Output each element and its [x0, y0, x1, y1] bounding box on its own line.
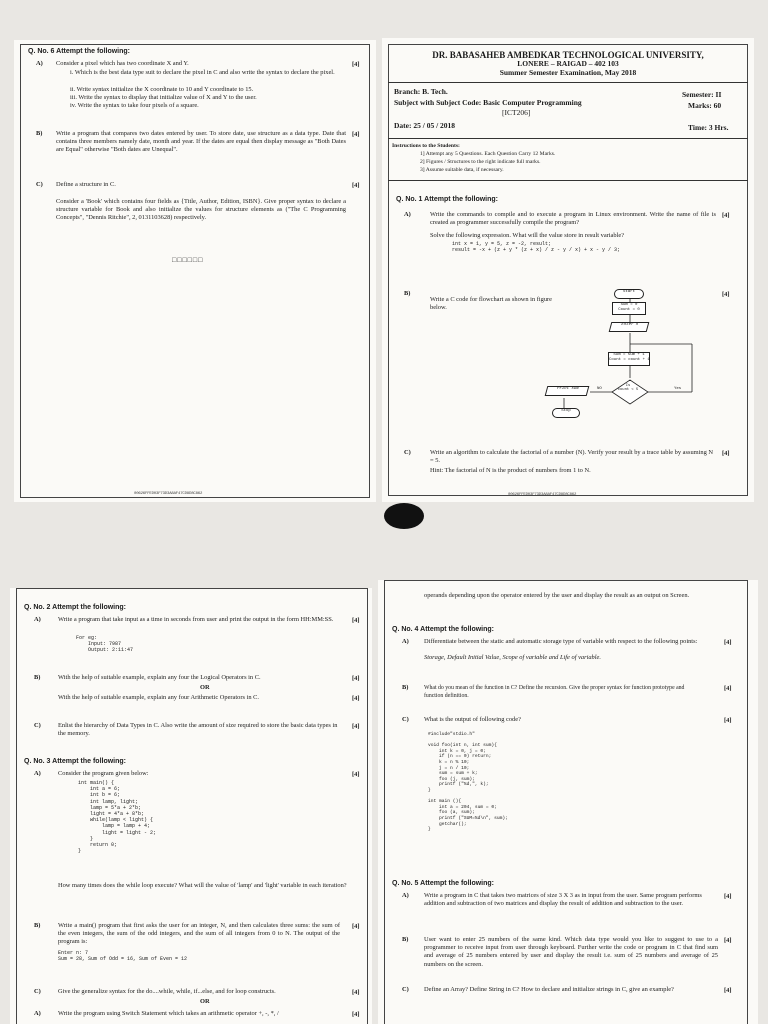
- question-text: ii. Write syntax initialize the X coordinate to 10 and Y coordinate to 15.: [70, 86, 254, 93]
- marks: [4]: [724, 937, 732, 944]
- or-separator: OR: [200, 998, 210, 1005]
- question-title: Q. No. 4 Attempt the following:: [392, 626, 495, 633]
- question-text: Write a program in C that takes two matrices of size 3 X 3 as in input from the user. Same program performs addition and subtraction of two matrices and display the result of addition and subtraction to the user.: [424, 892, 702, 908]
- page-barcode: 00626FFED03F73D3A8AF47CD8D8C862: [134, 492, 203, 496]
- question-title: Q. No. 2 Attempt the following:: [24, 604, 127, 611]
- instruction-item: 1] Attempt any 5 Questions. Each Question Carry 12 Marks.: [420, 151, 556, 157]
- hint-text: Hint: The factorial of N is the product of numbers from 1 to N.: [430, 467, 591, 474]
- part-label: B): [34, 674, 41, 681]
- code-snippet: int main() { int a = 6; int b = 6; int lamp, light; lamp = 5*a + 2*b; light = 4*a + 8*b; while(lamp < light) { lamp = lamp + 4; light = light - 2; } return 0; }: [78, 780, 157, 855]
- question-text: Write a C code for flowchart as shown in figure below.: [430, 296, 553, 312]
- question-text: Define an Array? Define String in C? How to declare and initialize strings in C, give an example?: [424, 986, 674, 993]
- question-title: Q. No. 1 Attempt the following:: [396, 196, 499, 203]
- instructions-title: Instructions to the Students:: [392, 143, 460, 149]
- part-label: B): [36, 130, 43, 137]
- subject: Subject with Subject Code: Basic Computer Programming: [394, 98, 582, 107]
- part-label: A): [36, 60, 43, 67]
- or-separator: OR: [200, 684, 210, 691]
- question-text: How many times does the while loop execute? What will the value of 'lamp' and 'light' variable in each iteration?: [58, 882, 347, 889]
- question-title: Q. No. 3 Attempt the following:: [24, 758, 127, 765]
- exam-title: Summer Semester Examination, May 2018: [499, 68, 637, 77]
- question-text: Write the program using Switch Statement which takes an arithmetic operator +, -, *, /: [58, 1010, 279, 1017]
- part-label: A): [402, 638, 409, 645]
- marks: [4]: [352, 989, 360, 996]
- flowchart-stop: Stop: [552, 408, 580, 418]
- question-text: Write a main() program that first asks the user for an integer, N, and then calculates three sums: the sum of the even integers, the sum of the odd integers, and the sum of all integers from 0 to N. The output of the program is:: [58, 922, 340, 946]
- marks: [4]: [352, 695, 360, 702]
- question-text: Write an algorithm to calculate the factorial of a number (N). Verify your result by a trace table by assuming N = 5.: [430, 449, 714, 465]
- page-border: [20, 44, 370, 498]
- part-label: A): [402, 892, 409, 899]
- question-text: What is the output of following code?: [424, 716, 521, 723]
- code-snippet: int x = 1, y = 5, z = -2, result; result = -x + (z + y * (z + x) / z - y / x) + x - y / 3;: [452, 241, 621, 254]
- question-title: Q. No. 6 Attempt the following:: [28, 48, 131, 55]
- part-label: C): [402, 986, 409, 993]
- marks: [4]: [724, 717, 732, 724]
- question-text: Storage, Default Initial Value, Scope of variable and Life of variable.: [424, 654, 601, 661]
- question-text: Consider the program given below:: [58, 770, 149, 777]
- question-text: iv. Write the syntax to take four pixels of a square.: [70, 102, 199, 109]
- branch: Branch: B. Tech.: [394, 87, 448, 96]
- marks: [4]: [352, 675, 360, 682]
- question-text: Consider a 'Book' which contains four fields as {Title, Author, Edition, ISBN}. Give proper syntax to declare a structure variable for Book and also initialize the values for structure elements as ("The C Programming Concepts", "Dennis Ritchie", 2, 0131103628) respectively.: [56, 198, 346, 222]
- flowchart-yes-label: Yes: [674, 387, 682, 391]
- question-text: Write a program that compares two dates entered by user. To store date, use structure as a data type. Date that contains three members namely date, month and year. If the dates are equal then display message as "Both Dates are Equal" otherwise "Both dates are Unequal".: [56, 130, 346, 154]
- divider: [388, 82, 748, 83]
- part-label: B): [402, 936, 409, 943]
- page-barcode: 00626FFED03F73D3A8AF47CD8D8C862: [508, 493, 577, 497]
- marks: [4]: [352, 1011, 360, 1018]
- exam-date: Date: 25 / 05 / 2018: [394, 121, 456, 130]
- marks: [4]: [352, 131, 360, 138]
- question-text: Write a program that take input as a time in seconds from user and print the output in the form HH:MM:SS.: [58, 616, 334, 623]
- question-text: Solve the following expression. What will the value store in result variable?: [430, 232, 625, 239]
- marks-total: Marks: 60: [688, 101, 722, 110]
- part-label: A): [404, 211, 411, 218]
- marks: [4]: [352, 617, 360, 624]
- university-place: LONERE – RAIGAD – 402 103: [517, 59, 619, 68]
- flowchart-init: Sum = 0 Count = 0: [612, 302, 646, 315]
- marks: [4]: [352, 723, 360, 730]
- question-text: Define a structure in C.: [56, 181, 116, 188]
- instruction-item: 3] Assume suitable data, if necessary.: [420, 167, 504, 173]
- question-text: What do you mean of the function in C? Define the recursion. Give the proper syntax for function prototype and function definition.: [424, 685, 685, 700]
- instruction-item: 2] Figures / Structures to the right indicate full marks.: [420, 159, 541, 165]
- part-label: C): [34, 988, 41, 995]
- question-text: Differentiate between the static and automatic storage type of variable with respect to the following points:: [424, 638, 698, 645]
- end-marker: □□□□□□: [172, 256, 204, 264]
- part-label: A): [34, 770, 41, 777]
- marks: [4]: [724, 987, 732, 994]
- question-text: Write the commands to compile and to execute a program in Linux environment. Write the name of file is created as programmer successfully compile the program?: [430, 211, 716, 227]
- marks: [4]: [722, 212, 730, 219]
- exam-page-q4-q5: [378, 580, 758, 1024]
- question-title: Q. No. 5 Attempt the following:: [392, 880, 495, 887]
- part-label: A): [34, 616, 41, 623]
- flowchart-process: Sum = sum + 1 Count = count + 1: [608, 352, 650, 366]
- semester: Semester: II: [682, 90, 722, 99]
- question-text: Consider a pixel which has two coordinate X and Y.: [56, 60, 189, 67]
- flowchart-no-label: NO: [597, 387, 602, 391]
- exam-page-q6: [14, 40, 376, 502]
- code-snippet: #include"stdio.h" void foo(int n, int sum){ int k = 0, j = 0; if (n == 0) return; k = n % 10; j = n / 10; sum = sum + k; foo (j, sum); printf ("%d,", k); } int main (){ int a = 204, sum = 0; foo (a, sum); printf ("SUM=%d\n", sum); getchar(); }: [428, 732, 508, 833]
- question-text: i. Which is the best data type suit to declare the pixel in C and also write the syntax to declare the pixel.: [70, 69, 335, 76]
- part-label: C): [404, 449, 411, 456]
- marks: [4]: [352, 771, 360, 778]
- exam-time: Time: 3 Hrs.: [688, 123, 729, 132]
- exam-page-q2-q3: [10, 588, 372, 1024]
- code-snippet: Enter n: 7 Sum = 28, Sum of Odd = 16, Sum of Even = 12: [58, 950, 188, 963]
- marks: [4]: [724, 685, 732, 692]
- subject-code: [ICT206]: [502, 108, 531, 117]
- exam-page-header-q1: [382, 38, 754, 502]
- code-snippet: For eg: Input: 7987 Output: 2:11:47: [76, 635, 134, 654]
- part-label: C): [34, 722, 41, 729]
- question-text: Enlist the hierarchy of Data Types in C. Also write the amount of size required to store the basic data types in the memory.: [58, 722, 338, 738]
- part-label: B): [34, 922, 41, 929]
- question-text: User want to enter 25 numbers of the same kind. Which data type would you like to suggest to use to a programmer to receive input from user through keyboard. Further write the code or program in C that find sum and average of 25 numbers entered by user and display the result i.e. sum of 25 numbers and average of 25 numbers on the screen.: [424, 936, 718, 968]
- part-label: A): [34, 1010, 41, 1017]
- divider: [388, 138, 748, 139]
- flowchart-start: Start: [614, 289, 644, 299]
- part-label: C): [402, 716, 409, 723]
- marks: [4]: [352, 923, 360, 930]
- marks: [4]: [724, 893, 732, 900]
- marks: [4]: [352, 61, 360, 68]
- flowchart-decision: Is count < 5: [617, 384, 639, 393]
- ink-scribble: [380, 498, 430, 538]
- marks: [4]: [724, 639, 732, 646]
- flowchart-input: Enter n: [609, 322, 650, 332]
- question-text: iii. Write the syntax to display that initialize value of X and Y to the user.: [70, 94, 257, 101]
- question-text: Give the generalize syntax for the do....while, while, if...else, and for loop constructs.: [58, 988, 276, 995]
- part-label: B): [404, 290, 411, 297]
- divider: [388, 180, 748, 181]
- marks: [4]: [722, 291, 730, 298]
- marks: [4]: [352, 182, 360, 189]
- question-text: operands depending upon the operator entered by the user and display the result as an output on Screen.: [424, 592, 690, 599]
- part-label: C): [36, 181, 43, 188]
- part-label: B): [402, 684, 409, 691]
- question-text: With the help of suitable example, explain any four the Logical Operators in C.: [58, 674, 261, 681]
- question-text: With the help of suitable example, explain any four Arithmetic Operators in C.: [58, 694, 259, 701]
- marks: [4]: [722, 450, 730, 457]
- university-name: DR. BABASAHEB AMBEDKAR TECHNOLOGICAL UNIVERSITY,: [432, 50, 704, 60]
- flowchart-output: Print sum: [545, 386, 590, 396]
